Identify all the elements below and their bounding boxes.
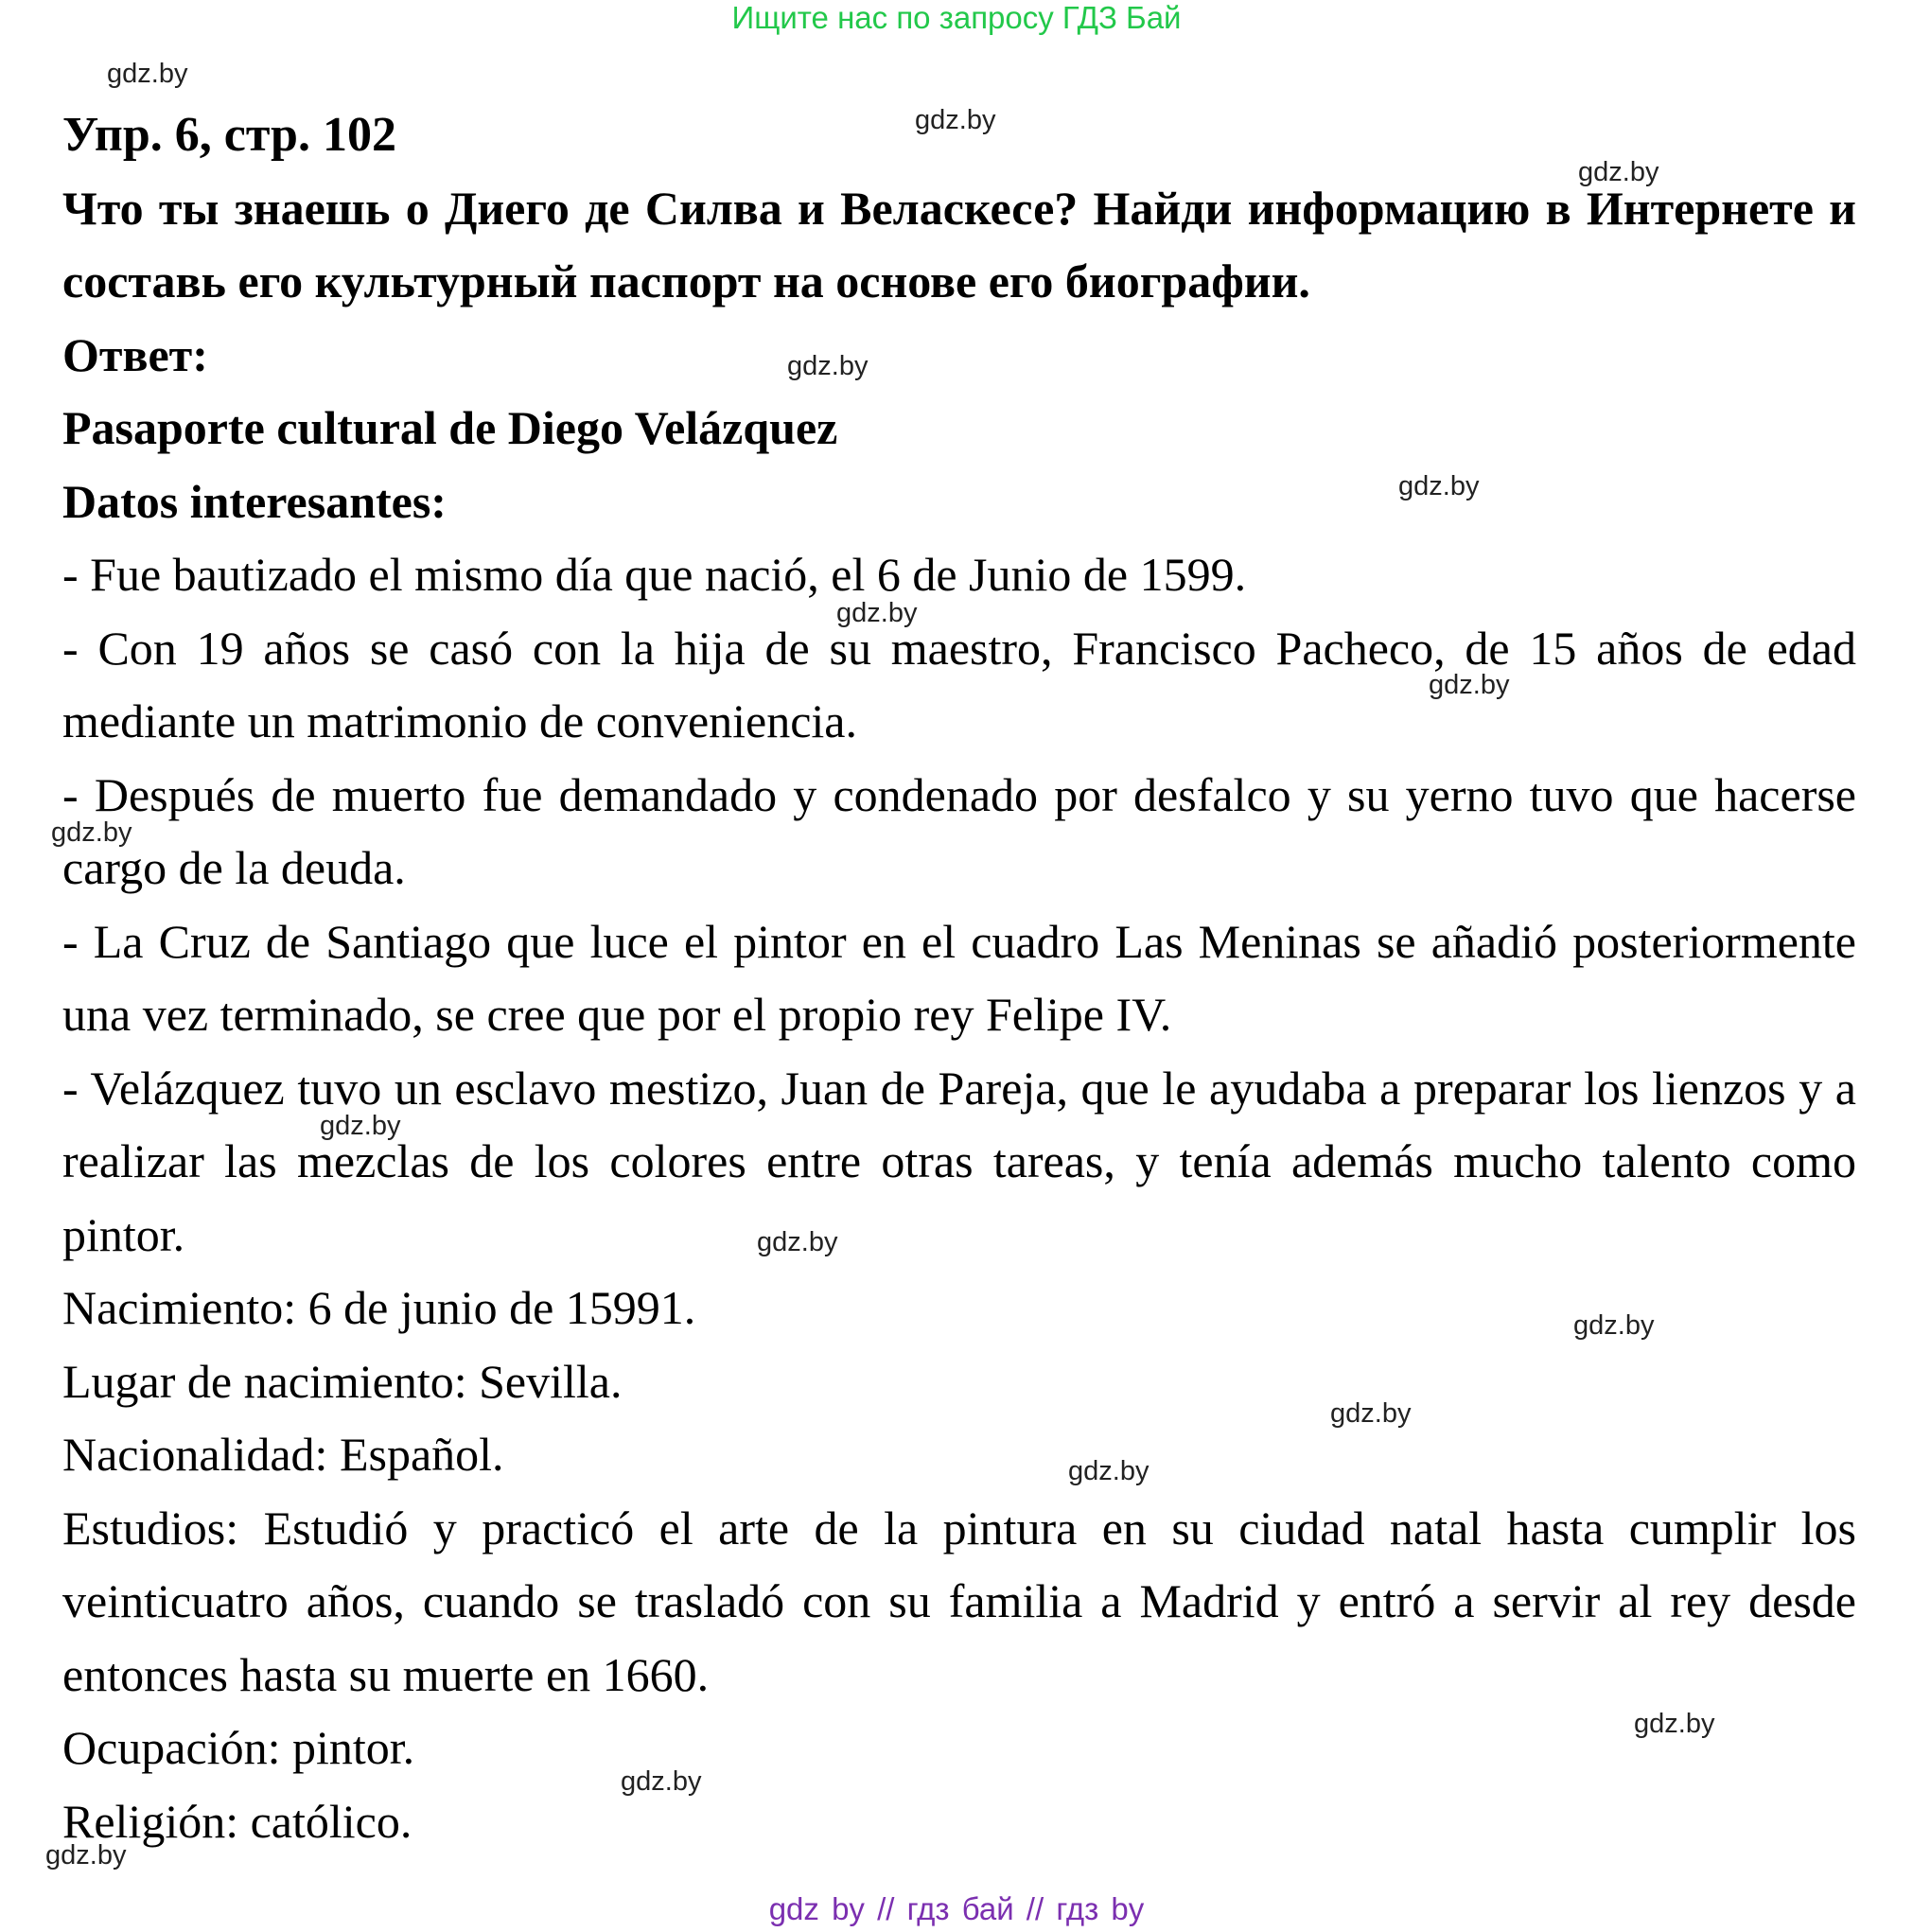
- fact-item: - Fue bautizado el mismo día que nació, el 6 de Junio de 1599.: [62, 548, 1247, 601]
- answer-label: Ответ:: [62, 327, 208, 381]
- fact-item: - Velázquez tuvo un esclavo mestizo, Juan de Pareja, que le ayudaba a preparar los lienzos y a realizar las mezclas de los colores entre otras tareas, y tenía además mucho talento como pintor.: [62, 1061, 1856, 1261]
- watermark: gdz.by: [107, 59, 188, 89]
- religion: Religión: católico.: [62, 1794, 412, 1848]
- birth-place: Lugar de nacimiento: Sevilla.: [62, 1354, 623, 1408]
- nationality: Nacionalidad: Español.: [62, 1428, 504, 1481]
- exercise-title: Упр. 6, стр. 102: [62, 108, 396, 162]
- studies: Estudios: Estudió y practicó el arte de la pintura en su ciudad natal hasta cumplir los veinticuatro años, cuando se trasladó con su familia a Madrid y entró a servir al rey desde entonces hasta su muerte en 1660.: [62, 1501, 1856, 1701]
- watermark: gdz.by: [1634, 1709, 1715, 1739]
- fact-item: - Con 19 años se casó con la hija de su maestro, Francisco Pacheco, de 15 años de edad mediante un matrimonio de conveniencia.: [62, 621, 1856, 747]
- watermark: gdz.by: [51, 817, 132, 848]
- occupation: Ocupación: pintor.: [62, 1721, 415, 1774]
- facts-heading: Datos interesantes:: [62, 474, 447, 528]
- passport-title: Pasaporte cultural de Diego Velázquez: [62, 401, 838, 454]
- fact-item: - Después de muerto fue demandado y condenado por desfalco y su yerno tuvo que hacerse cargo de la deuda.: [62, 767, 1856, 894]
- fact-item: - La Cruz de Santiago que luce el pintor en el cuadro Las Meninas se añadió posteriormente una vez terminado, se cree que por el propio rey Felipe IV.: [62, 914, 1856, 1041]
- document-body: [62, 98, 1856, 1858]
- watermark: gdz.by: [1573, 1310, 1655, 1341]
- footer-links: gdz by // гдз бай // гдз by: [768, 1891, 1145, 1926]
- watermark: gdz.by: [1068, 1456, 1150, 1486]
- watermark: gdz.by: [1429, 670, 1510, 700]
- watermark: gdz.by: [45, 1840, 127, 1871]
- watermark: gdz.by: [787, 351, 869, 381]
- watermark: gdz.by: [621, 1766, 702, 1797]
- task-text: Что ты знаешь о Диего де Силва и Веласкесе? Найди информацию в Интернете и составь его культурный паспорт на основе его биографии.: [62, 181, 1856, 307]
- watermark: gdz.by: [757, 1227, 838, 1257]
- watermark: gdz.by: [320, 1111, 401, 1141]
- watermark: gdz.by: [1330, 1398, 1412, 1429]
- watermark: gdz.by: [1578, 157, 1659, 187]
- watermark: gdz.by: [836, 598, 918, 628]
- watermark: gdz.by: [1398, 471, 1480, 501]
- birth-date: Nacimiento: 6 de junio de 15991.: [62, 1281, 696, 1334]
- watermark: gdz.by: [915, 105, 996, 135]
- search-banner: Ищите нас по запросу ГДЗ Бай: [731, 0, 1182, 35]
